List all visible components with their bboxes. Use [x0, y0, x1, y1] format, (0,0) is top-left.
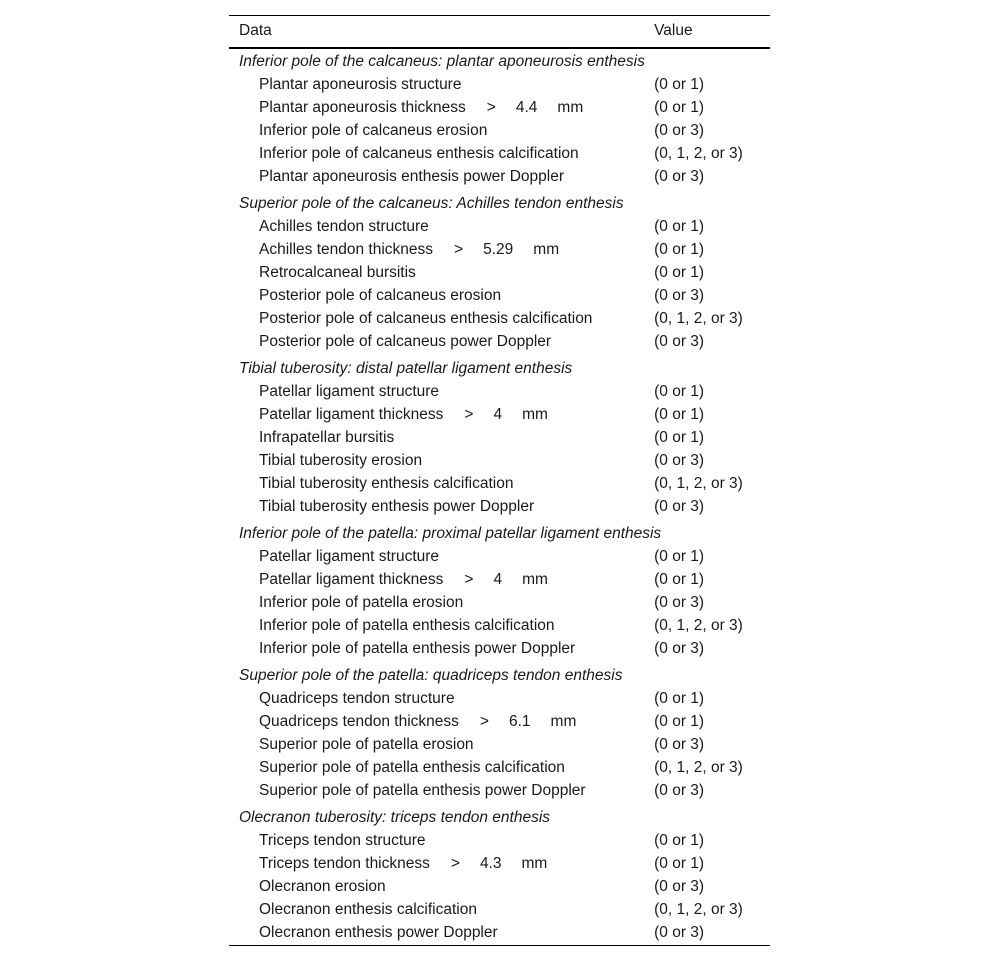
table-body — [229, 48, 770, 946]
row-value: (0 or 3) — [654, 497, 705, 515]
row-label: Patellar ligament structure — [259, 382, 440, 400]
row-label-cell — [229, 217, 654, 240]
table-row — [229, 263, 770, 286]
row-label-cell — [229, 240, 654, 263]
row-value: (0 or 3) — [654, 877, 705, 895]
table-row — [229, 639, 770, 662]
table-row — [229, 900, 770, 923]
row-label: Triceps tendon structure — [259, 831, 426, 849]
section-title: Superior pole of the patella: quadriceps tendon enthesis — [239, 666, 623, 684]
threshold-unit: mm — [522, 405, 548, 423]
threshold-unit: mm — [557, 98, 584, 116]
row-label: Plantar aponeurosis enthesis power Doppler — [259, 167, 565, 185]
section-title: Tibial tuberosity: distal patellar ligament enthesis — [239, 359, 573, 377]
row-label: Quadriceps tendon structure — [259, 689, 455, 707]
row-value: (0 or 1) — [654, 75, 705, 93]
row-label-cell — [229, 758, 654, 781]
row-label-cell — [229, 167, 654, 190]
table-row — [229, 831, 770, 854]
table-row — [229, 167, 770, 190]
row-label-cell — [229, 286, 654, 309]
column-header-value: Value — [654, 16, 770, 48]
row-label-cell — [229, 923, 654, 946]
row-value: (0 or 3) — [654, 121, 705, 139]
threshold-value: 4 — [493, 570, 503, 588]
comparison-operator: > — [464, 570, 474, 588]
row-label-cell — [229, 900, 654, 923]
row-label: Inferior pole of calcaneus enthesis calcification — [259, 144, 579, 162]
row-value: (0 or 3) — [654, 286, 705, 304]
row-label-cell — [229, 689, 654, 712]
row-value: (0 or 1) — [654, 854, 705, 872]
row-value: (0, 1, 2, or 3) — [654, 144, 743, 162]
row-label: Triceps tendon thickness — [259, 854, 430, 872]
row-label: Superior pole of patella erosion — [259, 735, 474, 753]
table-row — [229, 98, 770, 121]
row-label-cell — [229, 616, 654, 639]
threshold-unit: mm — [533, 240, 560, 258]
threshold-unit: mm — [522, 570, 548, 588]
table-row — [229, 593, 770, 616]
row-label-cell — [229, 75, 654, 98]
row-value: (0 or 3) — [654, 781, 705, 799]
row-label: Superior pole of patella enthesis power Doppler — [259, 781, 586, 799]
row-value: (0 or 3) — [654, 923, 770, 946]
row-value: (0, 1, 2, or 3) — [654, 309, 743, 327]
threshold-unit: mm — [550, 712, 577, 730]
table-row — [229, 547, 770, 570]
table-row — [229, 240, 770, 263]
comparison-operator: > — [479, 712, 489, 730]
row-value: (0 or 3) — [654, 167, 705, 185]
row-label: Inferior pole of patella erosion — [259, 593, 464, 611]
table-row — [229, 689, 770, 712]
row-value: (0 or 3) — [654, 593, 705, 611]
section-row — [229, 804, 770, 831]
table-row — [229, 712, 770, 735]
row-label-cell — [229, 735, 654, 758]
table-row — [229, 144, 770, 167]
table-header-row — [229, 16, 770, 48]
row-label-cell — [229, 144, 654, 167]
row-value: (0 or 1) — [654, 405, 705, 423]
row-value: (0, 1, 2, or 3) — [654, 616, 743, 634]
table-row — [229, 286, 770, 309]
row-label: Superior pole of patella enthesis calcification — [259, 758, 565, 776]
table-row — [229, 405, 770, 428]
row-label-cell — [229, 570, 654, 593]
row-value: (0 or 1) — [654, 428, 705, 446]
table-row — [229, 854, 770, 877]
row-label: Achilles tendon structure — [259, 217, 429, 235]
row-label: Inferior pole of patella enthesis calcification — [259, 616, 555, 634]
table-row — [229, 923, 770, 946]
row-value: (0 or 1) — [654, 217, 705, 235]
row-label-cell — [229, 428, 654, 451]
row-value: (0 or 3) — [654, 639, 705, 657]
threshold-value: 4 — [493, 405, 503, 423]
row-value: (0 or 3) — [654, 332, 705, 350]
row-label: Posterior pole of calcaneus enthesis calcification — [259, 309, 593, 327]
table-row — [229, 428, 770, 451]
row-label-cell — [229, 474, 654, 497]
row-label-cell — [229, 263, 654, 286]
row-value: (0 or 3) — [654, 451, 705, 469]
row-label-cell — [229, 98, 654, 121]
table-row — [229, 616, 770, 639]
row-label: Inferior pole of calcaneus erosion — [259, 121, 488, 139]
section-title: Inferior pole of the calcaneus: plantar aponeurosis enthesis — [239, 52, 645, 70]
row-value: (0 or 1) — [654, 263, 705, 281]
row-value: (0 or 1) — [654, 98, 705, 116]
row-label: Posterior pole of calcaneus power Doppler — [259, 332, 552, 350]
table-row — [229, 570, 770, 593]
row-label-cell — [229, 121, 654, 144]
comparison-operator: > — [454, 240, 464, 258]
row-label: Posterior pole of calcaneus erosion — [259, 286, 502, 304]
row-label: Olecranon enthesis calcification — [259, 900, 477, 918]
row-label: Plantar aponeurosis structure — [259, 75, 462, 93]
threshold-unit: mm — [521, 854, 548, 872]
table-row — [229, 877, 770, 900]
row-label-cell — [229, 451, 654, 474]
table-row — [229, 121, 770, 144]
row-label-cell — [229, 332, 654, 355]
row-value: (0 or 1) — [654, 689, 705, 707]
row-label-cell — [229, 781, 654, 804]
row-value: (0, 1, 2, or 3) — [654, 474, 743, 492]
row-label-cell — [229, 854, 654, 877]
table-row — [229, 309, 770, 332]
row-value: (0 or 1) — [654, 382, 705, 400]
row-label-cell — [229, 382, 654, 405]
table-row — [229, 781, 770, 804]
section-title: Inferior pole of the patella: proximal patellar ligament enthesis — [239, 524, 662, 542]
table-row — [229, 758, 770, 781]
row-label: Retrocalcaneal bursitis — [259, 263, 416, 281]
row-label-cell — [229, 639, 654, 662]
row-label: Tibial tuberosity enthesis calcification — [259, 474, 514, 492]
row-value: (0 or 3) — [654, 735, 705, 753]
row-label-cell — [229, 309, 654, 332]
row-value: (0 or 1) — [654, 240, 705, 258]
threshold-value: 5.29 — [483, 240, 514, 258]
comparison-operator: > — [450, 854, 460, 872]
row-label-cell — [229, 877, 654, 900]
section-row — [229, 48, 770, 75]
row-label: Patellar ligament thickness — [259, 570, 444, 588]
row-value: (0 or 1) — [654, 831, 705, 849]
row-label: Olecranon erosion — [259, 877, 386, 895]
table-row — [229, 75, 770, 98]
section-row — [229, 190, 770, 217]
comparison-operator: > — [464, 405, 474, 423]
section-title: Superior pole of the calcaneus: Achilles tendon enthesis — [239, 194, 624, 212]
row-label: Patellar ligament thickness — [259, 405, 444, 423]
row-label: Tibial tuberosity enthesis power Doppler — [259, 497, 535, 515]
row-label-cell — [229, 547, 654, 570]
row-label-cell — [229, 405, 654, 428]
row-label: Achilles tendon thickness — [259, 240, 434, 258]
table-row — [229, 474, 770, 497]
row-label: Plantar aponeurosis thickness — [259, 98, 466, 116]
row-label-cell — [229, 497, 654, 520]
table-row — [229, 451, 770, 474]
row-value: (0 or 1) — [654, 712, 705, 730]
row-value: (0, 1, 2, or 3) — [654, 758, 743, 776]
table-row — [229, 735, 770, 758]
section-row — [229, 662, 770, 689]
row-label: Olecranon enthesis power Doppler — [259, 923, 498, 941]
comparison-operator: > — [486, 98, 496, 116]
section-title: Olecranon tuberosity: triceps tendon enthesis — [239, 808, 551, 826]
row-label-cell — [229, 712, 654, 735]
row-label: Tibial tuberosity erosion — [259, 451, 423, 469]
column-header-data: Data — [229, 16, 654, 48]
row-label: Inferior pole of patella enthesis power Doppler — [259, 639, 576, 657]
threshold-value: 4.4 — [515, 98, 538, 116]
row-label: Infrapatellar bursitis — [259, 428, 395, 446]
row-value: (0 or 1) — [654, 570, 705, 588]
scoring-table — [229, 15, 770, 946]
table-row — [229, 382, 770, 405]
row-label: Quadriceps tendon thickness — [259, 712, 459, 730]
table-row — [229, 217, 770, 240]
section-row — [229, 520, 770, 547]
row-label-cell — [229, 831, 654, 854]
section-row — [229, 355, 770, 382]
row-label: Patellar ligament structure — [259, 547, 440, 565]
row-value: (0 or 1) — [654, 547, 705, 565]
table-row — [229, 497, 770, 520]
threshold-value: 6.1 — [508, 712, 531, 730]
row-value: (0, 1, 2, or 3) — [654, 900, 743, 918]
threshold-value: 4.3 — [479, 854, 502, 872]
table-row — [229, 332, 770, 355]
row-label-cell — [229, 593, 654, 616]
